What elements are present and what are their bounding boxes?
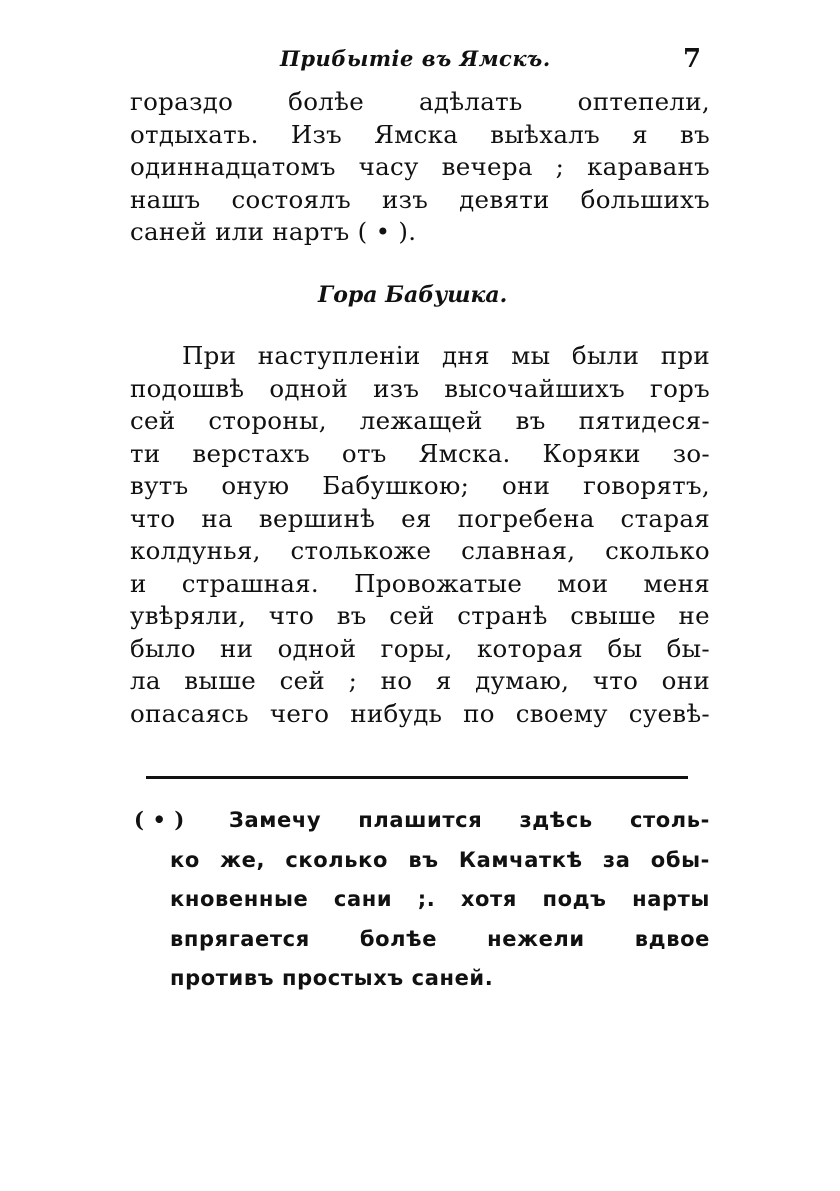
paragraph-body [130,340,710,730]
text-line: саней или нартъ ( • ). [130,217,417,246]
text-line: колдунья, столькоже славная, сколько [130,536,710,565]
text-line: увѣряли, что въ сей странѣ свыше не [130,601,710,630]
text-line: опасаясь чего нибудь по своему суевѣ- [130,698,710,728]
text-line: ла выше сей ; но я думаю, что они [130,666,710,695]
text-line: нашъ состоялъ изъ девяти большихъ [130,184,710,214]
footnote-line: ко же, сколько въ Камчаткѣ за обы- [170,847,710,872]
text-line: При наступленіи дня мы были при [182,341,710,370]
text-line: отдыхать. Изъ Ямска выѣхалъ я въ [130,119,710,149]
text-line: подошвѣ одной изъ высочайшихъ горъ [130,373,710,403]
section-heading: Гора Бабушка. [318,282,508,308]
text-line: сей стороны, лежащей въ пятидеся- [130,406,710,435]
footnote [134,800,710,999]
paragraph-continuation [130,86,710,249]
footnote-line: противъ простыхъ саней. [170,966,494,990]
text-line: и страшная. Провожатые мои меня [130,568,710,598]
page-number: 7 [683,44,702,74]
footnote-line: впрягается болѣе нежели вдвое [170,926,710,951]
text-line: что на вершинѣ ея погребена старая [130,503,710,533]
text-line: ти верстахъ отъ Ямска. Коряки зо- [130,438,710,468]
text-line: гораздо болѣе адѣлать оптепели, [130,87,710,116]
footnote-marker: ( • ) [134,807,185,832]
text-line: вутъ оную Бабушкою; они говорятъ, [130,471,710,500]
running-head: Прибытіе въ Ямскъ. [280,46,551,71]
footnote-line: кновенные сани ;. хотя подъ нарты [170,887,710,911]
footnote-divider [146,776,688,779]
footnote-line: Замечу плашится здѣсь столь- [228,808,710,832]
text-line: было ни одной горы, которая бы бы- [130,633,710,663]
text-line: одиннадцатомъ часу вечера ; караванъ [130,152,710,181]
